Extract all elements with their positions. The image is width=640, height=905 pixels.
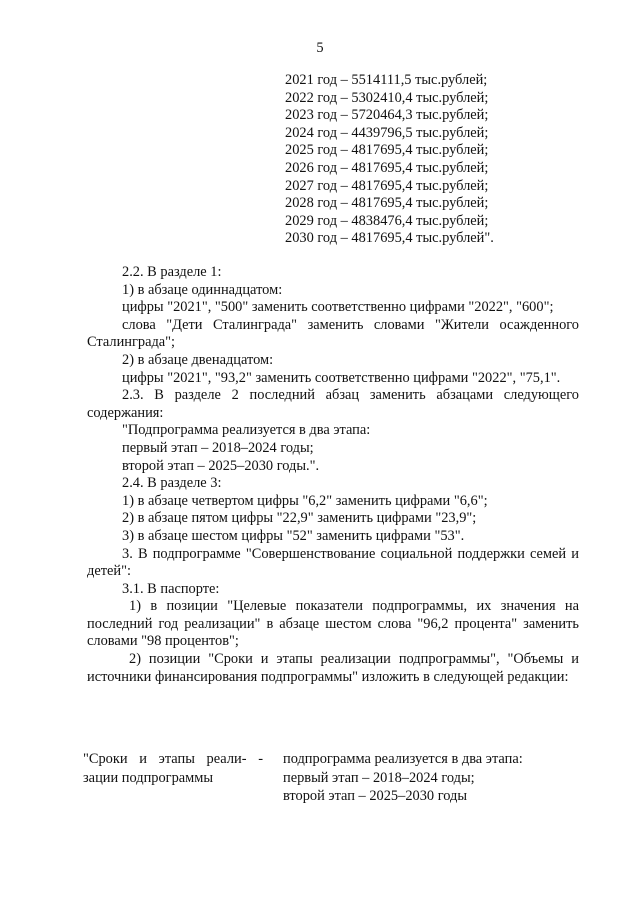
year-line: 2022 год – 5302410,4 тыс.рублей; [285,89,489,106]
year-line: 2029 год – 4838476,4 тыс.рублей; [285,212,489,229]
year-line: 2030 год – 4817695,4 тыс.рублей". [285,230,494,247]
paragraph: 1) в абзаце одиннадцатом: [122,281,283,298]
paragraph: "Подпрограмма реализуется в два этапа: [122,422,371,439]
paragraph: 3.1. В паспорте: [122,580,220,597]
amendment-text [87,264,579,686]
year-line: 2023 год – 5720464,3 тыс.рублей; [285,107,489,124]
paragraph: первый этап – 2018–2024 годы; [122,439,314,456]
paragraph: 2.4. В разделе 3: [122,475,222,492]
paragraph: 2.2. В разделе 1: [122,264,222,280]
paragraph: 2.3. В разделе 2 последний абзац заменить абзацами следующего содержания: [87,387,579,421]
paragraph: второй этап – 2025–2030 годы.". [122,457,320,474]
paragraph: 2) в абзаце двенадцатом: [122,351,274,368]
paragraph: цифры "2021", "500" заменить соответственно цифрами "2022", "600"; [122,299,554,316]
year-line: 2024 год – 4439796,5 тыс.рублей; [285,124,489,141]
year-line: 2021 год – 5514111,5 тыс.рублей; [285,72,488,88]
paragraph: 3) в абзаце шестом цифры "52" заменить цифрами "53". [122,527,465,544]
paragraph: слова "Дети Сталинграда" заменить словами "Жители осажденного Сталинграда"; [87,316,579,351]
paragraph: 1) в абзаце четвертом цифры "6,2" заменить цифрами "6,6"; [122,492,488,509]
year-line: 2025 год – 4817695,4 тыс.рублей; [285,142,489,159]
table-right-line: подпрограмма реализуется в два этапа: [283,751,523,767]
table-right-line: второй этап – 2025–2030 годы [283,788,468,804]
paragraph: 2) в абзаце пятом цифры "22,9" заменить цифрами "23,9"; [122,510,477,527]
table-right-cell [283,750,573,806]
year-line: 2027 год – 4817695,4 тыс.рублей; [285,177,489,194]
table-right-line: первый этап – 2018–2024 годы; [283,769,475,786]
paragraph: цифры "2021", "93,2" заменить соответственно цифрами "2022", "75,1". [122,369,561,386]
paragraph: 3. В подпрограмме "Совершенствование социальной поддержки семей и детей": [87,545,579,580]
table-left-cell: "Сроки и этапы реали- - зации подпрограммы [83,751,263,786]
page-number: 5 [316,40,324,56]
paragraph: 2) позиции "Сроки и этапы реализации подпрограммы", "Объемы и источники финансирования подпрограммы" изложить в следующей редакции: [87,651,579,685]
year-line: 2028 год – 4817695,4 тыс.рублей; [285,195,489,212]
paragraph: 1) в позиции "Целевые показатели подпрограммы, их значения на последний год реализации" в абзаце шестом слова "96,2 процента" заменить словами "98 процентов"; [87,598,579,650]
year-line: 2026 год – 4817695,4 тыс.рублей; [285,159,489,176]
funding-by-year-list [285,72,494,248]
